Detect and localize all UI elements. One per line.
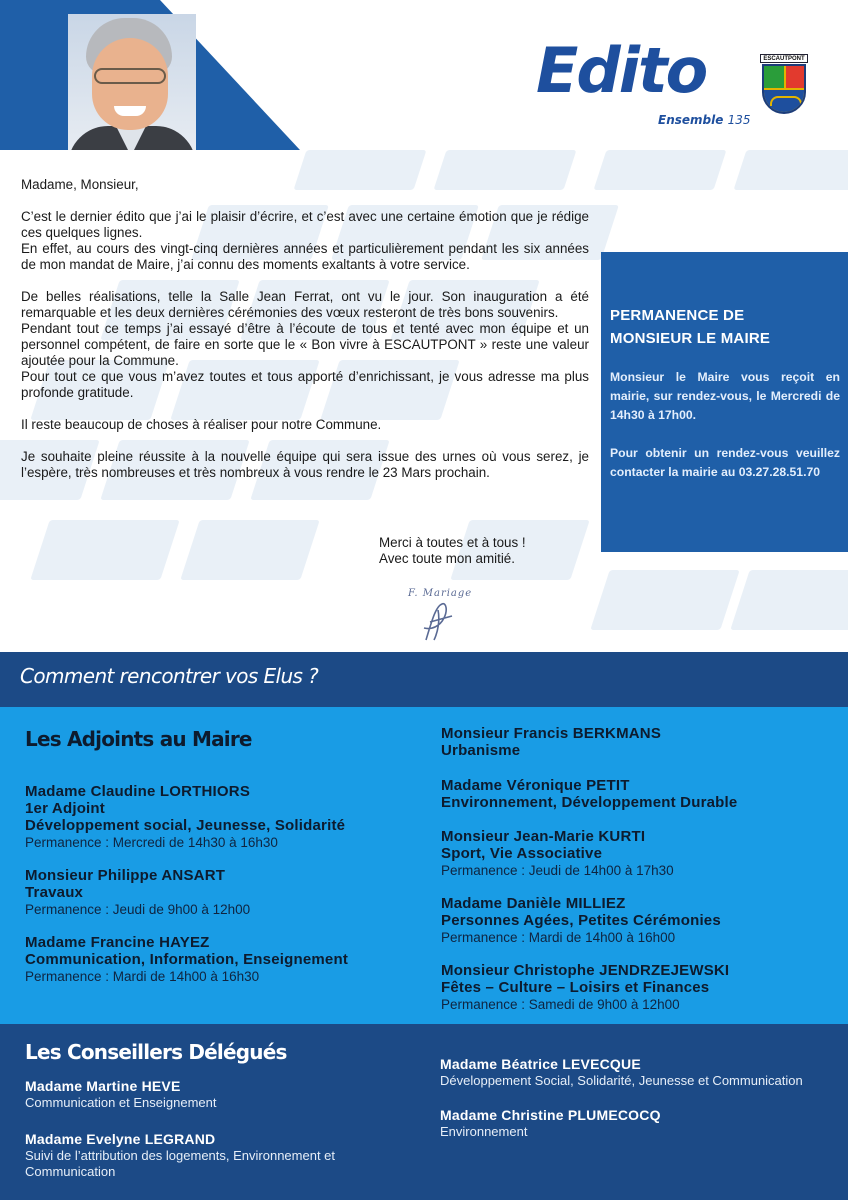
conseiller-entry xyxy=(25,1131,335,1180)
adjoints-title: Les Adjoints au Maire xyxy=(25,727,252,751)
adjoint-name: Madame Véronique PETIT xyxy=(441,777,630,794)
closing-line: Avec toute mon amitié. xyxy=(379,551,515,566)
adjoint-entry xyxy=(441,895,721,946)
signature-scrawl-icon xyxy=(418,600,458,642)
page-title: Edito xyxy=(536,34,707,107)
closing-line: Merci à toutes et à tous ! xyxy=(379,535,526,550)
issue-number: 135 xyxy=(727,113,751,127)
conseiller-entry xyxy=(440,1056,803,1089)
adjoint-entry xyxy=(25,867,250,918)
adjoint-role: Fêtes – Culture – Loisirs et Finances xyxy=(441,979,710,996)
letter-paragraph: Pour tout ce que vous m’avez toutes et tous apporté d’enrichissant, je vous adresse ma plus profonde gratitude. xyxy=(21,369,589,400)
permanence-title-line: MONSIEUR LE MAIRE xyxy=(610,330,771,347)
crest-label: ESCAUTPONT xyxy=(760,54,808,63)
conseiller-entry xyxy=(25,1078,217,1111)
adjoint-name: Madame Claudine LORTHIORS xyxy=(25,783,251,800)
adjoint-name: Madame Francine HAYEZ xyxy=(25,934,210,951)
adjoint-role: Communication, Information, Enseignement xyxy=(25,951,349,968)
adjoint-permanence: Permanence : Samedi de 9h00 à 12h00 xyxy=(441,997,680,1012)
adjoint-permanence: Permanence : Jeudi de 14h00 à 17h30 xyxy=(441,863,674,878)
signature-name: F. Mariage xyxy=(408,588,473,599)
adjoint-role: Sport, Vie Associative xyxy=(441,845,603,862)
conseiller-name: Madame Evelyne LEGRAND xyxy=(25,1131,216,1147)
mayor-portrait xyxy=(68,14,196,150)
adjoint-entry xyxy=(441,962,729,1013)
letter-closing xyxy=(379,535,526,567)
edito-letter xyxy=(21,177,589,497)
mayor-signature xyxy=(408,588,500,644)
letter-paragraph: C’est le dernier édito que j’ai le plaisir d’écrire, et c’est avec une certaine émotion que je rédige ces quelques lignes. xyxy=(21,209,589,240)
adjoint-entry xyxy=(25,934,348,985)
letter-paragraph: Je souhaite pleine réussite à la nouvelle équipe qui sera issue des urnes où vous serez, je l’espère, très nombreuses et très nombreux à vous rendre le 23 Mars prochain. xyxy=(21,449,589,480)
adjoint-entry xyxy=(441,777,737,811)
letter-greeting: Madame, Monsieur, xyxy=(21,177,139,192)
elus-section-title: Comment rencontrer vos Elus ? xyxy=(20,664,319,688)
conseiller-name: Madame Béatrice LEVECQUE xyxy=(440,1056,641,1072)
conseiller-name: Madame Martine HEVE xyxy=(25,1078,181,1094)
letter-paragraph: En effet, au cours des vingt-cinq dernières années et particulièrement pendant les six années de mon mandat de Maire, j’ai connu des moments exaltants à votre service. xyxy=(21,241,589,272)
crest-shield-icon xyxy=(762,64,806,114)
adjoint-permanence: Permanence : Mardi de 14h00 à 16h30 xyxy=(25,969,260,984)
adjoint-name: Monsieur Jean-Marie KURTI xyxy=(441,828,646,845)
adjoint-permanence: Permanence : Mercredi de 14h30 à 16h30 xyxy=(25,835,278,850)
conseiller-description: Environnement xyxy=(440,1124,528,1139)
conseiller-description: Communication xyxy=(25,1164,116,1179)
issue-word: Ensemble xyxy=(658,113,724,127)
permanence-text: Monsieur le Maire vous reçoit en mairie, sur rendez-vous, le Mercredi de 14h30 à 17h00. xyxy=(610,370,840,422)
conseiller-name: Madame Christine PLUMECOCQ xyxy=(440,1107,661,1123)
conseiller-description: Développement Social, Solidarité, Jeunesse et Communication xyxy=(440,1073,803,1088)
letter-paragraph: De belles réalisations, telle la Salle Jean Ferrat, ont vu le jour. Son inauguration a été remarquable et les deux dernières cérémonies des vœux resteront de très bons souvenirs. xyxy=(21,289,589,320)
adjoint-permanence: Permanence : Jeudi de 9h00 à 12h00 xyxy=(25,902,251,917)
adjoint-name: Monsieur Francis BERKMANS xyxy=(441,725,662,742)
conseiller-entry xyxy=(440,1107,661,1140)
adjoint-name: Monsieur Philippe ANSART xyxy=(25,867,226,884)
adjoint-role: 1er Adjoint xyxy=(25,800,105,817)
adjoint-entry xyxy=(25,783,345,851)
adjoint-permanence: Permanence : Mardi de 14h00 à 16h00 xyxy=(441,930,676,945)
letter-paragraph: Pendant tout ce temps j’ai essayé d’être à l’écoute de tous et tenté avec mon équipe et un personnel compétent, de faire en sorte que le « Bon vivre à ESCAUTPONT » reste une valeur ajoutée pour la Commune. xyxy=(21,321,589,368)
issue-label xyxy=(658,113,750,127)
town-crest-logo xyxy=(760,54,808,116)
page-header xyxy=(0,0,848,150)
conseiller-description: Suivi de l’attribution des logements, Environnement et xyxy=(25,1148,336,1163)
adjoint-entry xyxy=(441,725,661,759)
adjoint-role: Urbanisme xyxy=(441,742,521,759)
adjoint-role: Environnement, Développement Durable xyxy=(441,794,738,811)
adjoint-role: Personnes Agées, Petites Cérémonies xyxy=(441,912,721,929)
permanence-title xyxy=(610,304,840,350)
adjoint-name: Madame Danièle MILLIEZ xyxy=(441,895,626,912)
adjoint-role: Travaux xyxy=(25,884,84,901)
permanence-contact: Pour obtenir un rendez-vous veuillez contacter la mairie au 03.27.28.51.70 xyxy=(610,446,840,479)
adjoint-name: Monsieur Christophe JENDRZEJEWSKI xyxy=(441,962,730,979)
mayor-permanence-box xyxy=(601,252,848,552)
adjoint-entry xyxy=(441,828,674,879)
letter-paragraph: Il reste beaucoup de choses à réaliser pour notre Commune. xyxy=(21,417,382,432)
permanence-title-line: PERMANENCE DE xyxy=(610,307,745,324)
conseillers-title: Les Conseillers Délégués xyxy=(25,1040,287,1064)
conseiller-description: Communication et Enseignement xyxy=(25,1095,217,1110)
adjoint-role: Développement social, Jeunesse, Solidarité xyxy=(25,817,346,834)
